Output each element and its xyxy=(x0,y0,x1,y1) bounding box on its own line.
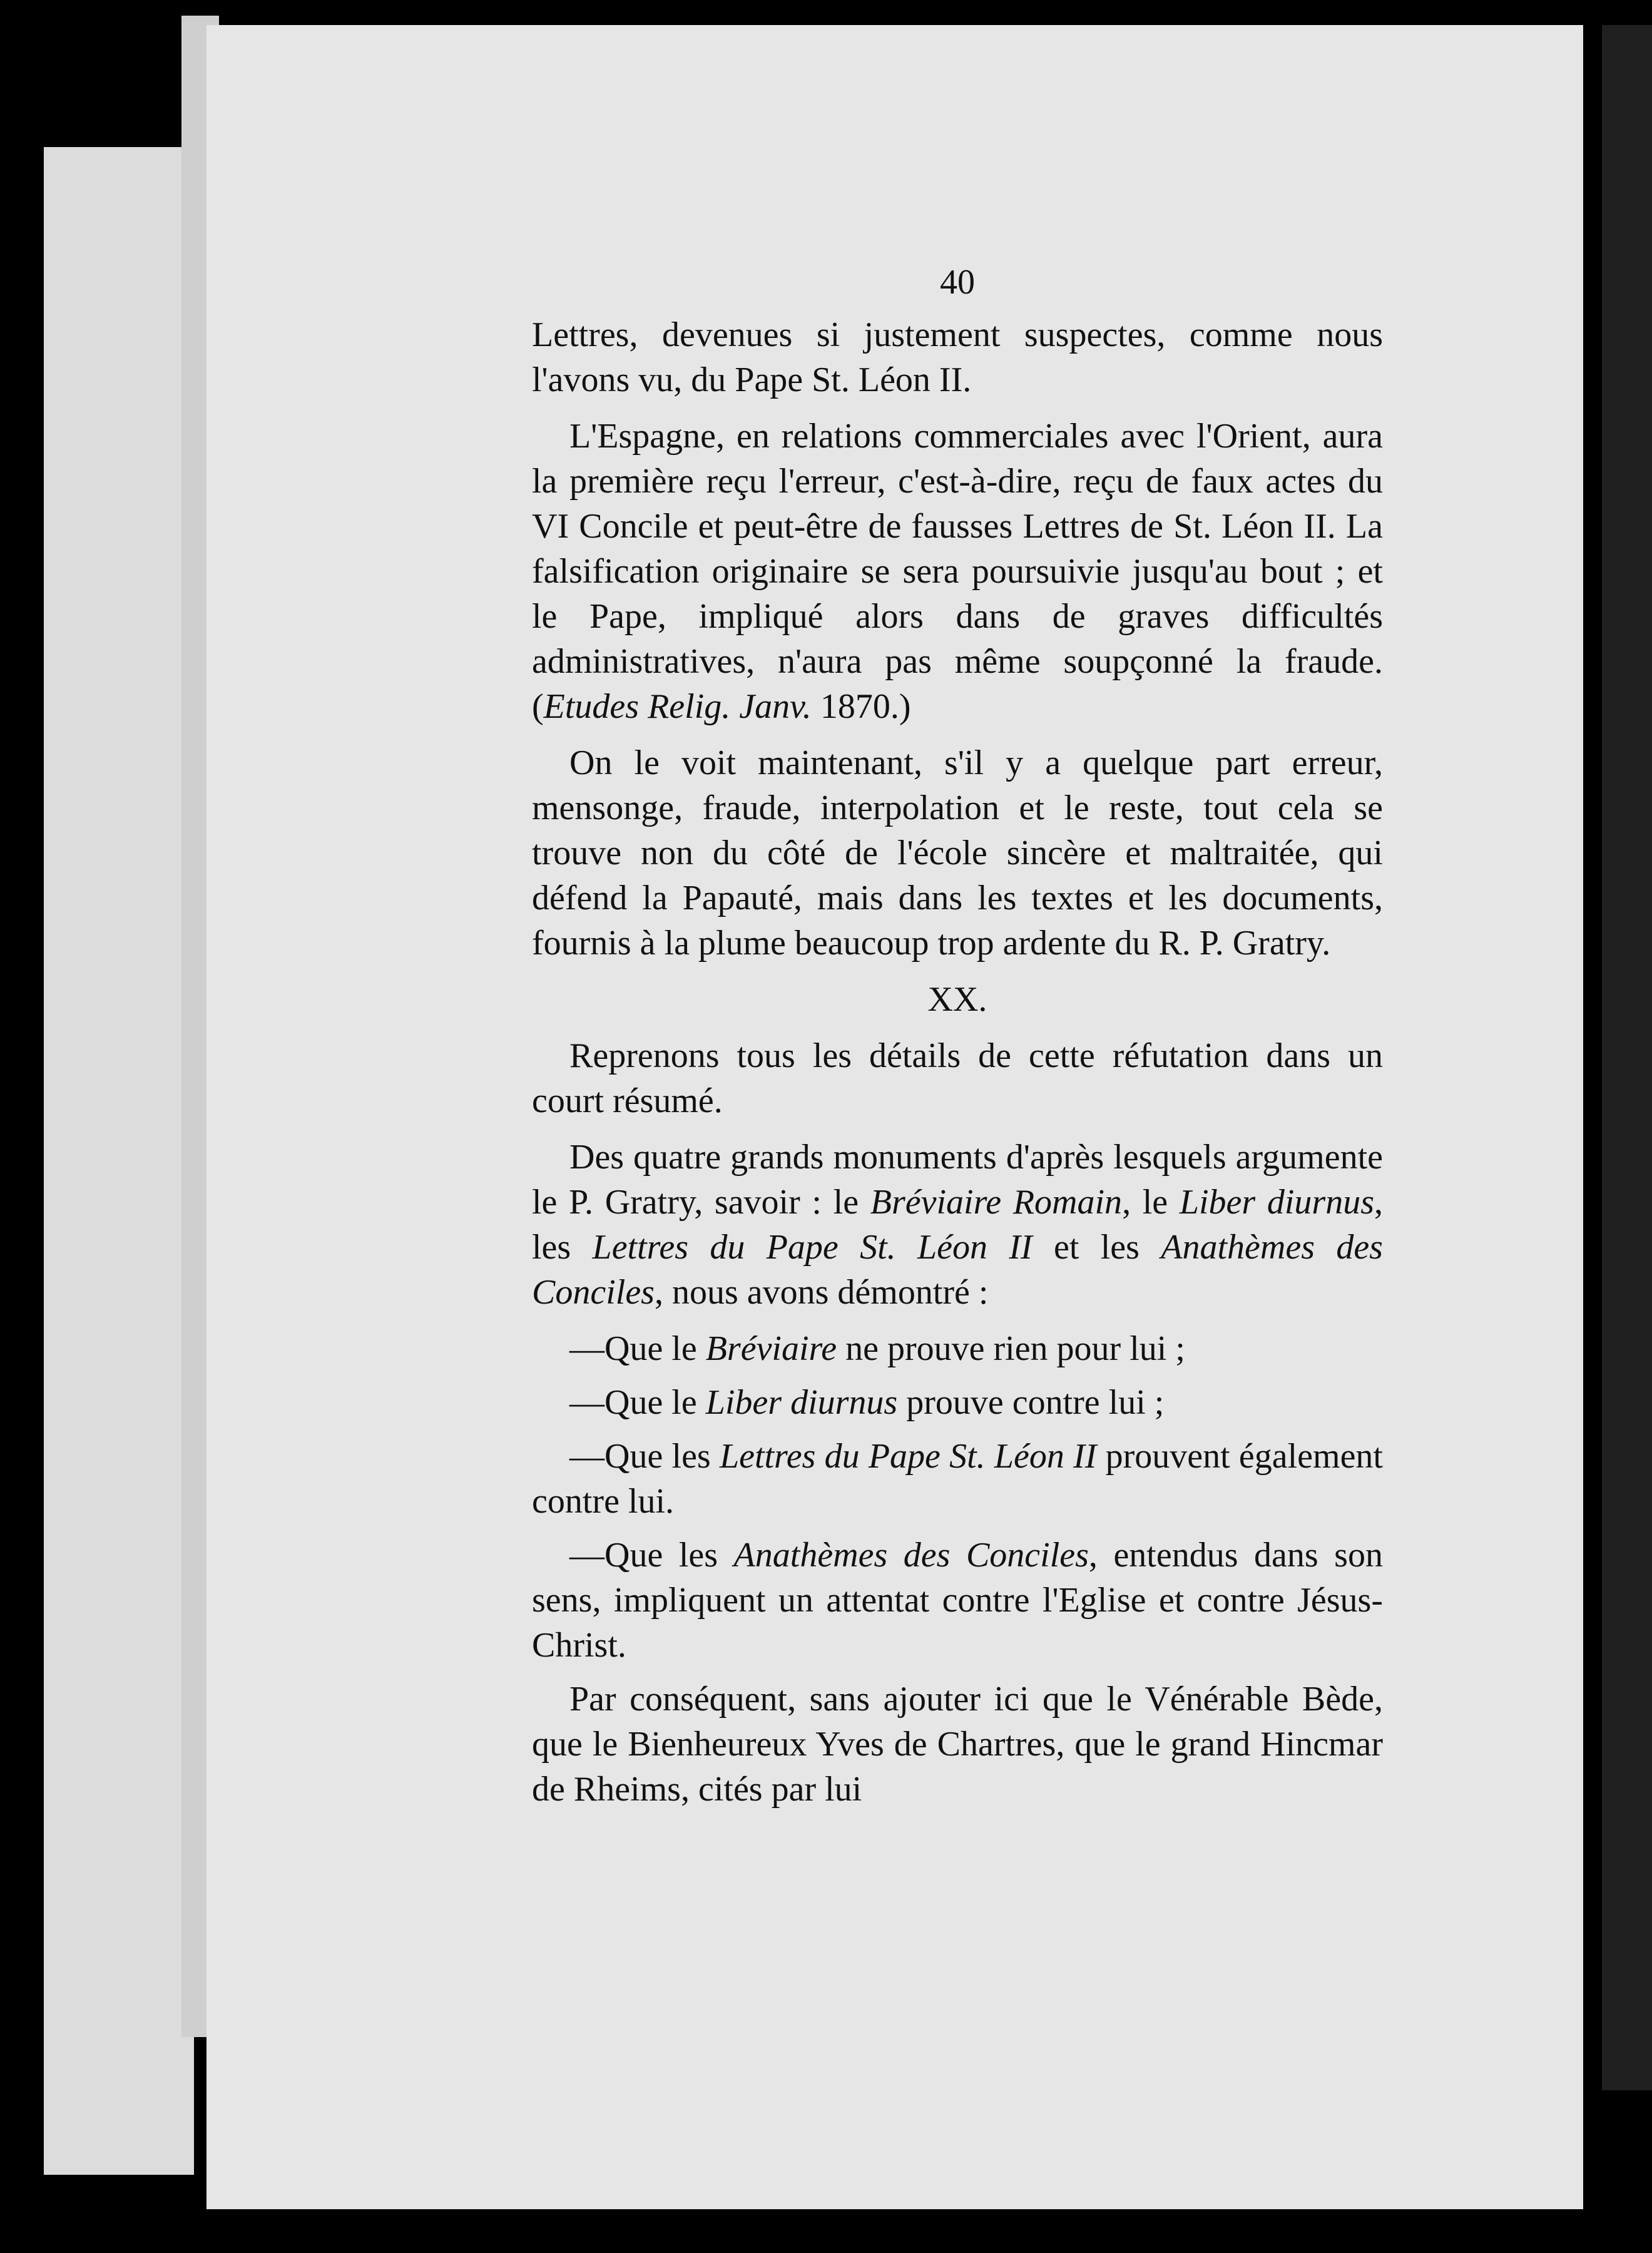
list-item: —Que les Anathèmes des Conciles, entendus dans son sens, impliquent un attentat contre l'Eglise et contre Jésus-Christ. xyxy=(532,1536,1383,1665)
paragraph-1: Lettres, devenues si justement suspectes, comme nous l'avons vu, du Pape St. Léon II. xyxy=(532,315,1383,399)
paragraph-2: L'Espagne, en relations commerciales avec l'Orient, aura la première reçu l'erreur, c'est-à-dire, reçu de faux actes du VI Concile et peut-être de fausses Lettres de St. Léon II. La falsification originaire se sera poursuivie jusqu'au bout ; et le Pape, impliqué alors dans de graves difficultés administratives, n'aura pas même soupçonné la fraude. (Etudes Relig. Janv. 1870.) xyxy=(532,417,1383,726)
page-gutter-shadow xyxy=(1602,25,1652,2090)
section-heading: XX. xyxy=(927,980,987,1019)
paragraph-6: Par conséquent, sans ajouter ici que le Vénérable Bède, que le Bienheureux Yves de Chartres, que le grand Hincmar de Rheims, cités par lui xyxy=(532,1680,1383,1809)
list-item: —Que le Liber diurnus prouve contre lui ; xyxy=(569,1383,1165,1422)
page-text xyxy=(532,260,1383,1823)
paragraph-4: Reprenons tous les détails de cette réfutation dans un court résumé. xyxy=(532,1036,1383,1120)
list-item: —Que les Lettres du Pape St. Léon II prouvent également contre lui. xyxy=(532,1437,1383,1521)
underlying-page xyxy=(44,147,194,2175)
citation-ref: Etudes Relig. Janv. xyxy=(543,687,812,726)
paragraph-5: Des quatre grands monuments d'après lesquels argumente le P. Gratry, savoir : le Bréviaire Romain, le Liber diurnus, les Lettres du Pape St. Léon II et les Anathèmes des Conciles, nous avons démontré : xyxy=(532,1138,1384,1312)
list-item: —Que le Bréviaire ne prouve rien pour lui ; xyxy=(569,1329,1185,1368)
page-number: 40 xyxy=(940,263,975,302)
paragraph-3: On le voit maintenant, s'il y a quelque part erreur, mensonge, fraude, interpolation et le reste, tout cela se trouve non du côté de l'école sincère et maltraitée, qui défend la Papauté, mais dans les textes et les documents, fournis à la plume beaucoup trop ardente du R. P. Gratry. xyxy=(532,743,1383,963)
